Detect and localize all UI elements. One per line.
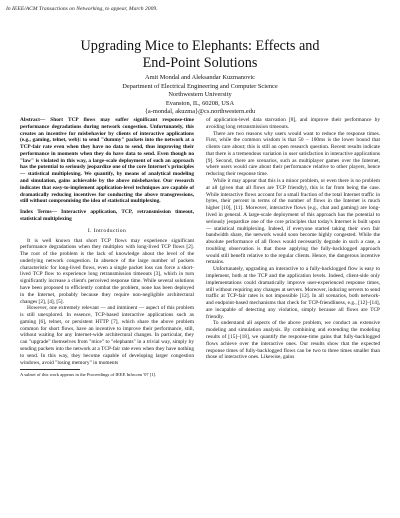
- running-head: In IEEE/ACM Transactions on Networking, to appear, March 2009.: [6, 6, 158, 12]
- author-university: Northwestern University: [168, 91, 232, 99]
- intro-paragraph-2: However, one extremely relevant — and imminent — aspect of this problem is still unexplored. In essence, TCP-based interactive applications such as gaming [6], telnet, or persistent HTTP [7], which share the above problem common for short flows, have an incentive to improve their performance, still, without waiting for any Internet-wide architectural changes. In particular, they can "upgrade" themselves from "mice" to "elephants" in a trivial way, simply by sending packets into the network at a TCP-fair rate even when they have nothing to send. In this way, they become capable of developing larger congestion windows, avoid "losing memory" in moments: [20, 305, 194, 366]
- right-column: [206, 117, 380, 361]
- right-paragraph-1: of application-level data starvation [8], and improve their performance by avoiding long retransmission timeouts.: [206, 117, 380, 130]
- left-column: [20, 117, 194, 378]
- right-paragraph-4: Unfortunately, upgrading an interactive to a fully-backlogged flow is easy to implement, both at the TCP and the application levels. Indeed, client-side only implementations could dramatically improve user-experienced response times, still without requiring any changes at servers. Moreover, inducing servers to send traffic at TCP-fair rates is not impossible [12]. In all scenarios, both network- and endpoint-based mechanisms that check for TCP-friendliness, e.g., [12]–[14], are incapable of detecting any violation, simply because all flows are TCP friendly.: [206, 266, 380, 320]
- title-line-2: End-Point Solutions: [142, 55, 258, 71]
- right-paragraph-2: There are two reasons why users would want to reduce the response times. First, while the common wisdom is that 50 − 100ms is the lower bound that clients care about; this is still an open research question. Recent results indicate that there is a tremendous variation in user satisfaction in interactive applications [9]. Second, there are scenarios, such as multiplayer games over the Internet, where users would care about their performance relative to other players, hence reducing their response time.: [206, 130, 380, 178]
- abstract: Abstract— Short TCP flows may suffer significant response-time performance degradations during network congestion. Unfortunately, this creates an incentive for misbehavior by clients of interactive applications (e.g., gaming, telnet, web): to send "dummy" packets into the network at a TCP-fair rate even when they have no data to send, thus improving their performance in moments when they do have data to send. Even though no "law" is violated in this way, a large-scale deployment of such an approach has the potential to seriously jeopardize one of the core Internet's principles — statistical multiplexing. We quantify, by means of analytical modeling and simulation, gains achievable by the above misbehavior. Our research indicates that easy-to-implement application-level techniques are capable of dramatically reducing incentives for conducting the above transgressions, still without compromising the idea of statistical multiplexing.: [20, 117, 194, 205]
- index-terms: Index Terms— Interactive application, TCP, retransmission timeout, statistical multiplexing: [20, 209, 194, 222]
- author-department: Department of Electrical Engineering and Computer Science: [122, 82, 278, 90]
- paper-title: [0, 38, 400, 72]
- footnote: A subset of this work appears in the Proceedings of IEEE Infocom '07 [1].: [20, 372, 157, 378]
- author-block: [0, 74, 400, 117]
- section-heading: I. Introduction: [87, 227, 127, 234]
- footnote-rule: [20, 369, 80, 370]
- title-line-1: Upgrading Mice to Elephants: Effects and: [80, 38, 320, 54]
- intro-paragraph-1: It is well known that short TCP flows may experience significant performance degradations when they multiplex with long-lived TCP flows [2]. The root of the problem is the lack of knowledge about the level of the underlying network congestion. In absence of the large number of packets characteristic for long-lived flows, even a single packet loss can force a short-lived TCP flow to experience long retransmission timeouts [3], which in turn significantly increase a client's perceived response time. While several solutions have been proposed to efficiently combat the problem, none has been deployed in the Internet, probably because they require non-negligible architectural changes [2], [4], [5].: [20, 237, 194, 305]
- right-paragraph-3: While it may appear that this is a minor problem, or even there is no problem at all (given that all flows are TCP friendly), this is far from being the case. While interactive flows account for a small fraction of the total Internet traffic in bytes, their percent in terms of the number of flows in the Internet is much higher [10], [11]. Moreover, interactive flows (e.g., chat and gaming) are long-lived in general. A large-scale deployment of this approach has the potential to seriously jeopardize one of the core principles that today's Internet is built upon — statistical multiplexing. Indeed, if everyone started taking their own fair bandwidth share, the network would soon become highly congested. While the absolute performance of all flows would necessarily degrade in such a case, a troubling observation is that those applying the fully-backlogged approach would still benefit relative to the regular clients. Hence, the dangerous incentive remains.: [206, 178, 380, 266]
- author-city: Evanston, IL, 60208, USA: [165, 99, 235, 107]
- author-emails: {a-mondal, akuzma}@cs.northwestern.edu: [144, 108, 256, 116]
- author-names: Amit Mondal and Aleksandar Kuzmanovic: [144, 74, 256, 81]
- right-paragraph-5: To understand all aspects of the above problem, we conduct an extensive modeling and simulation analysis. By combining and extending the modeling results of [15]–[18], we quantify the response-time gains that fully-backlogged flows achieve over the interactive ones. Our results show that the expected response times of fully-backlogged flows can be two to three times smaller than those of interactive ones. Likewise, gains: [206, 320, 380, 361]
